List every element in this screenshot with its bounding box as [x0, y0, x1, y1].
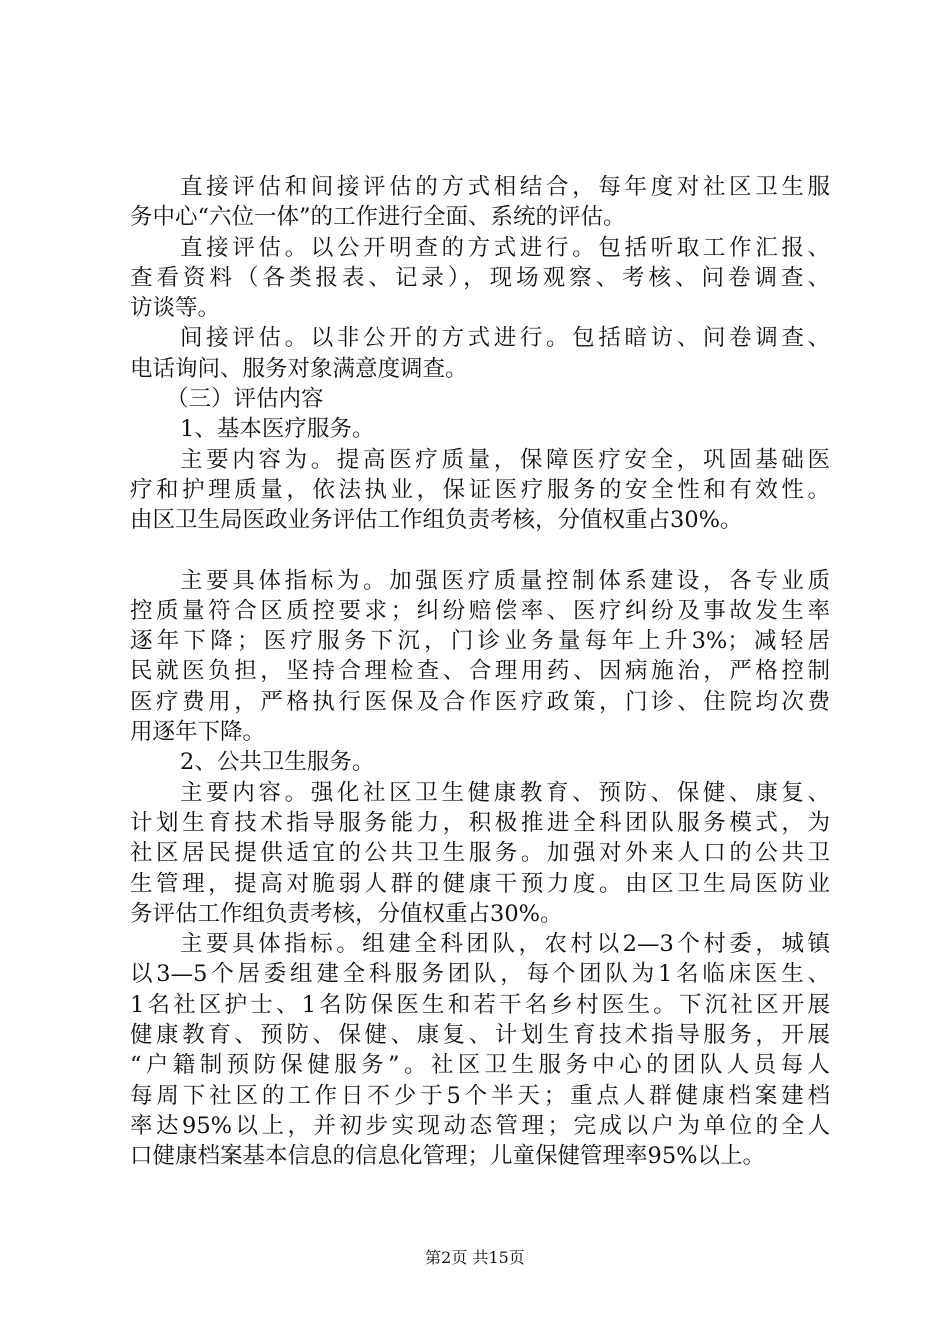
paragraph-line: 用逐年下降。	[130, 719, 266, 746]
paragraph-line: 直接评估。以公开明查的方式进行。包括听取工作汇报、	[180, 234, 830, 261]
paragraph-line: 民就医负担，坚持合理检查、合理用药、因病施治，严格控制	[130, 658, 830, 685]
paragraph-line: 率达95%以上，并初步实现动态管理；完成以户为单位的全人	[130, 1112, 830, 1139]
paragraph-line: 务中心“六位一体”的工作进行全面、系统的评估。	[130, 204, 626, 231]
paragraph-line: 主要具体指标。组建全科团队，农村以2—3个村委，城镇	[180, 931, 830, 958]
subheading-basic-medical-service	[130, 414, 830, 444]
paragraph-line: 主要内容。强化社区卫生健康教育、预防、保健、康复、	[180, 779, 830, 806]
paragraph-line: 健康教育、预防、保健、康复、计划生育技术指导服务，开展	[130, 1022, 830, 1049]
subsection-heading: 2、公共卫生服务。	[180, 749, 375, 776]
page-number-label: 第2页 共15页	[425, 1248, 525, 1267]
paragraph-line: 计划生育技术指导服务能力，积极推进全科团队服务模式，为	[130, 809, 830, 836]
paragraph-public-health-indicators	[130, 929, 830, 1171]
paragraph-basic-medical-indicators	[130, 566, 830, 748]
section-heading-evaluation-content	[130, 384, 830, 414]
paragraph-line: 每周下社区的工作日不少于5个半天；重点人群健康档案建档	[130, 1082, 830, 1109]
paragraph-indirect-evaluation	[130, 323, 830, 384]
paragraph-spacer	[130, 536, 830, 566]
paragraph-evaluation-method	[130, 172, 830, 233]
paragraph-line: 主要内容为。提高医疗质量，保障医疗安全，巩固基础医	[180, 446, 830, 473]
paragraph-line: 口健康档案基本信息的信息化管理；儿童保健管理率95%以上。	[130, 1143, 766, 1170]
paragraph-line: 务评估工作组负责考核，分值权重占30%。	[130, 900, 563, 927]
paragraph-public-health-content	[130, 778, 830, 929]
paragraph-line: 社区居民提供适宜的公共卫生服务。加强对外来人口的公共卫	[130, 840, 830, 867]
subheading-public-health-service	[130, 747, 830, 777]
paragraph-direct-evaluation	[130, 233, 830, 324]
paragraph-basic-medical-content	[130, 445, 830, 536]
paragraph-line: 以3—5个居委组建全科服务团队，每个团队为1名临床医生、	[130, 961, 830, 988]
paragraph-line: 访谈等。	[130, 295, 221, 322]
paragraph-line: 生管理，提高对脆弱人群的健康干预力度。由区卫生局医防业	[130, 870, 830, 897]
paragraph-line: 1名社区护士、1名防保医生和若干名乡村医生。下沉社区开展	[130, 991, 830, 1018]
paragraph-line: 直接评估和间接评估的方式相结合，每年度对社区卫生服	[180, 174, 830, 200]
paragraph-line: 逐年下降；医疗服务下沉，门诊业务量每年上升3%；减轻居	[130, 628, 830, 655]
subsection-heading: 1、基本医疗服务。	[180, 416, 375, 443]
section-heading: （三）评估内容	[166, 386, 324, 413]
paragraph-line: “户籍制预防保健服务”。社区卫生服务中心的团队人员每人	[130, 1052, 830, 1079]
paragraph-line: 疗和护理质量，依法执业，保证医疗服务的安全性和有效性。	[130, 476, 830, 503]
document-body	[130, 172, 830, 1172]
paragraph-line: 电话询问、服务对象满意度调查。	[130, 355, 468, 382]
paragraph-line: 由区卫生局医政业务评估工作组负责考核，分值权重占30%。	[130, 507, 743, 534]
paragraph-line: 控质量符合区质控要求；纠纷赔偿率、医疗纠纷及事故发生率	[130, 597, 830, 624]
page-footer	[0, 1248, 950, 1268]
paragraph-line: 主要具体指标为。加强医疗质量控制体系建设，各专业质	[180, 567, 830, 594]
paragraph-line: 查看资料（各类报表、记录），现场观察、考核、问卷调查、	[130, 264, 830, 291]
paragraph-line: 医疗费用，严格执行医保及合作医疗政策，门诊、住院均次费	[130, 688, 830, 715]
paragraph-line: 间接评估。以非公开的方式进行。包括暗访、问卷调查、	[180, 325, 830, 352]
